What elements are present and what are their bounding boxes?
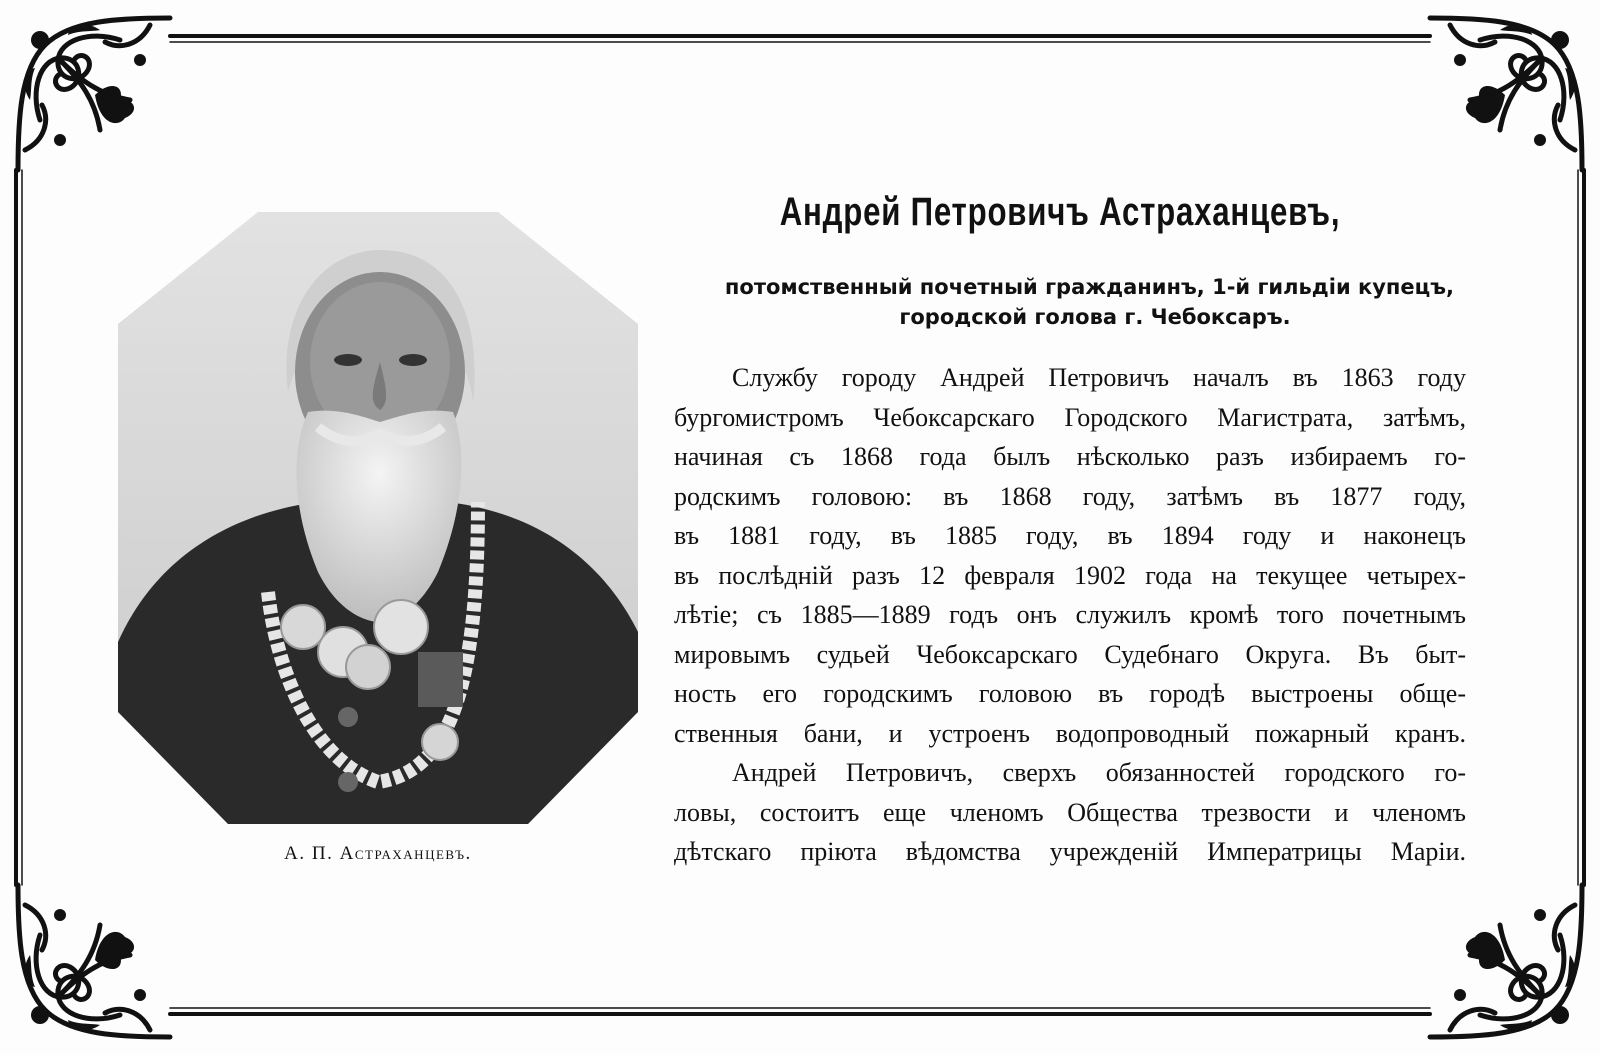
portrait-caption	[118, 843, 638, 865]
corner-ornament-top-left	[18, 18, 170, 170]
text-line: въ 1881 году, въ 1885 году, въ 1894 году и наконецъ	[674, 521, 1466, 550]
biography-text	[674, 358, 1466, 872]
subtitle-line-1: потомственный почетный гражданинъ, 1-й гильдiи купецъ,	[724, 275, 1454, 299]
text-line: Службу городу Андрей Петровичъ началъ въ 1863 году	[732, 363, 1466, 392]
text-line: Андрей Петровичъ, сверхъ обязанностей городского го-	[732, 758, 1466, 787]
text-line: мировымъ судьей Чебоксарскаго Судебнаго Округа. Въ быт-	[674, 639, 1466, 669]
text-line: ственныя бани, и устроенъ водопроводный пожарный кранъ.	[674, 718, 1466, 748]
text-line: родскимъ головою: въ 1868 году, затѣмъ въ 1877 году,	[674, 481, 1466, 511]
text-line: бургомистромъ Чебоксарскаго Городского Магистрата, затѣмъ,	[674, 402, 1466, 432]
page-title: Андрей Петровичъ Астраханцевъ,	[779, 190, 1341, 234]
portrait-photo	[118, 212, 638, 824]
corner-ornament-bottom-left	[18, 885, 170, 1037]
text-line: ловы, состоитъ еще членомъ Общества трезвости и членомъ	[674, 797, 1466, 827]
text-line: дѣтскаго прiюта вѣдомства учрежденiй Императрицы Марiи.	[674, 837, 1466, 866]
corner-ornament-bottom-right	[1430, 885, 1582, 1037]
text-line: ность его городскимъ головою въ городѣ выстроены обще-	[674, 679, 1466, 708]
subtitle-line-2: городской голова г. Чебоксаръ.	[899, 305, 1291, 329]
subtitle	[660, 272, 1460, 332]
text-line: въ послѣднiй разъ 12 февраля 1902 года на текущее четырех-	[674, 560, 1466, 590]
text-line: лѣтiе; съ 1885—1889 годъ онъ служилъ кромѣ того почетнымъ	[674, 600, 1466, 629]
text-line: начиная съ 1868 года былъ нѣсколько разъ избираемъ го-	[674, 442, 1466, 471]
corner-ornament-top-right	[1430, 18, 1582, 170]
caption-text: А. П. Астраханцевъ.	[284, 843, 472, 864]
